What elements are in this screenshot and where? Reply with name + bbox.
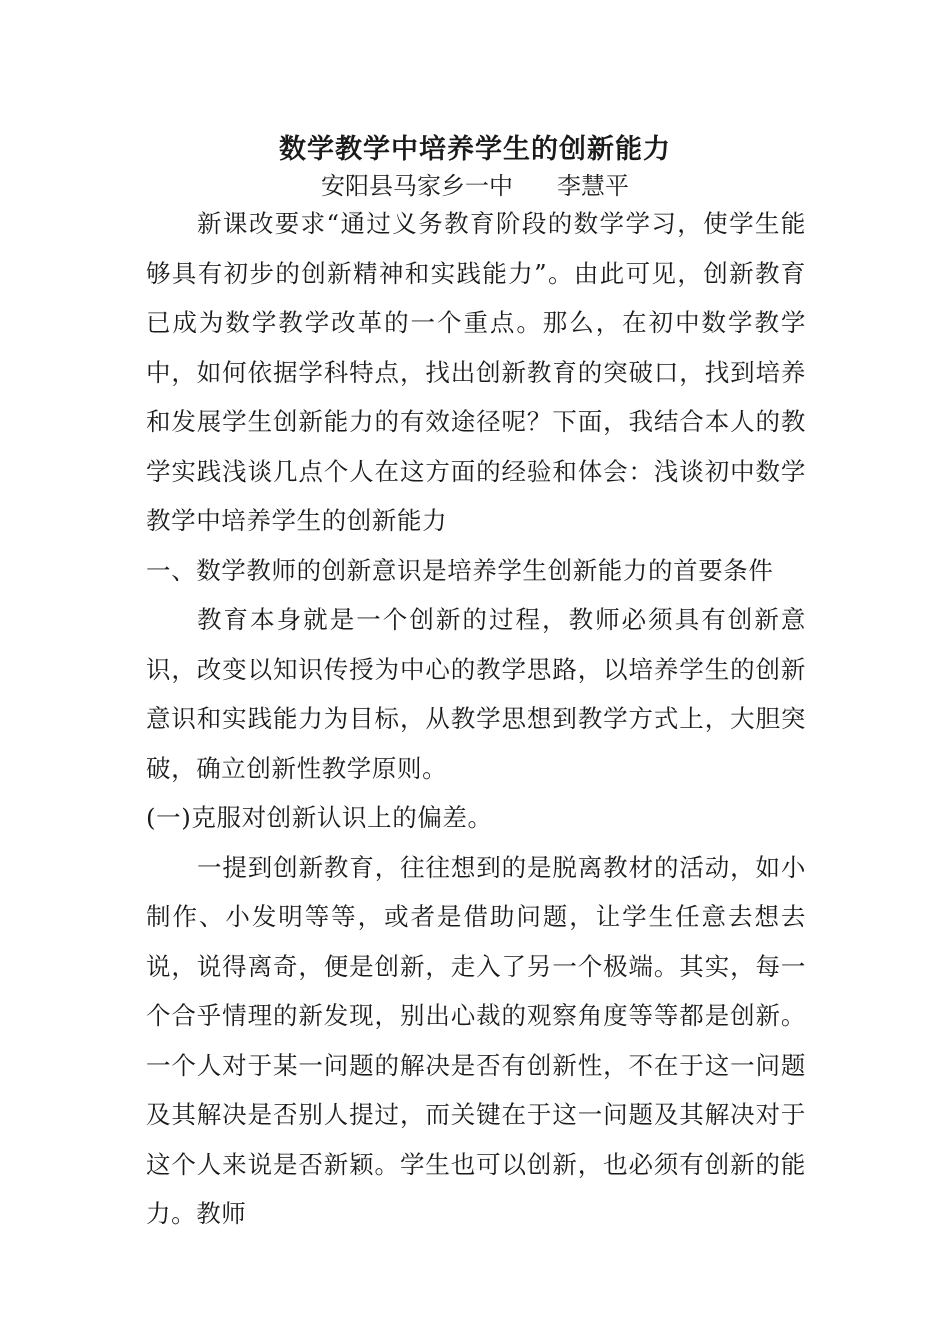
school-name: 安阳县马家乡一中 (321, 172, 513, 200)
document-title: 数学教学中培养学生的创新能力 (279, 134, 671, 165)
author-line (0, 170, 950, 202)
subsection-paragraph: 一提到创新教育，往往想到的是脱离教材的活动，如小制作、小发明等等，或者是借助问题，让学生任意去想去说，说得离奇，便是创新，走入了另一个极端。其实，每一个合乎情理的新发现，别出心裁的观察角度等等都是创新。一个人对于某一问题的解决是否有创新性，不在于这一问题及其解决是否别人提过，而关键在于这一问题及其解决对于这个人来说是否新颖。学生也可以创新，也必须有创新的能力。教师 (146, 852, 806, 1228)
intro-paragraph: 新课改要求“通过义务教育阶段的数学学习，使学生能够具有初步的创新精神和实践能力”。由此可见，创新教育已成为数学教学改革的一个重点。那么，在初中数学教学中，如何依据学科特点，找出创新教育的突破口，找到培养和发展学生创新能力的有效途径呢？下面，我结合本人的教学实践浅谈几点个人在这方面的经验和体会：浅谈初中数学教学中培养学生的创新能力 (146, 209, 806, 535)
author-name: 李慧平 (557, 172, 629, 200)
document-body (146, 199, 806, 1239)
section-heading: 一、数学教师的创新意识是培养学生创新能力的首要条件 (146, 555, 774, 585)
section-paragraph: 教育本身就是一个创新的过程，教师必须具有创新意识，改变以知识传授为中心的教学思路，以培养学生的创新意识和实践能力为目标，从教学思想到教学方式上，大胆突破，确立创新性教学原则。 (146, 605, 806, 783)
subsection-heading: (一)克服对创新认识上的偏差。 (146, 803, 493, 832)
